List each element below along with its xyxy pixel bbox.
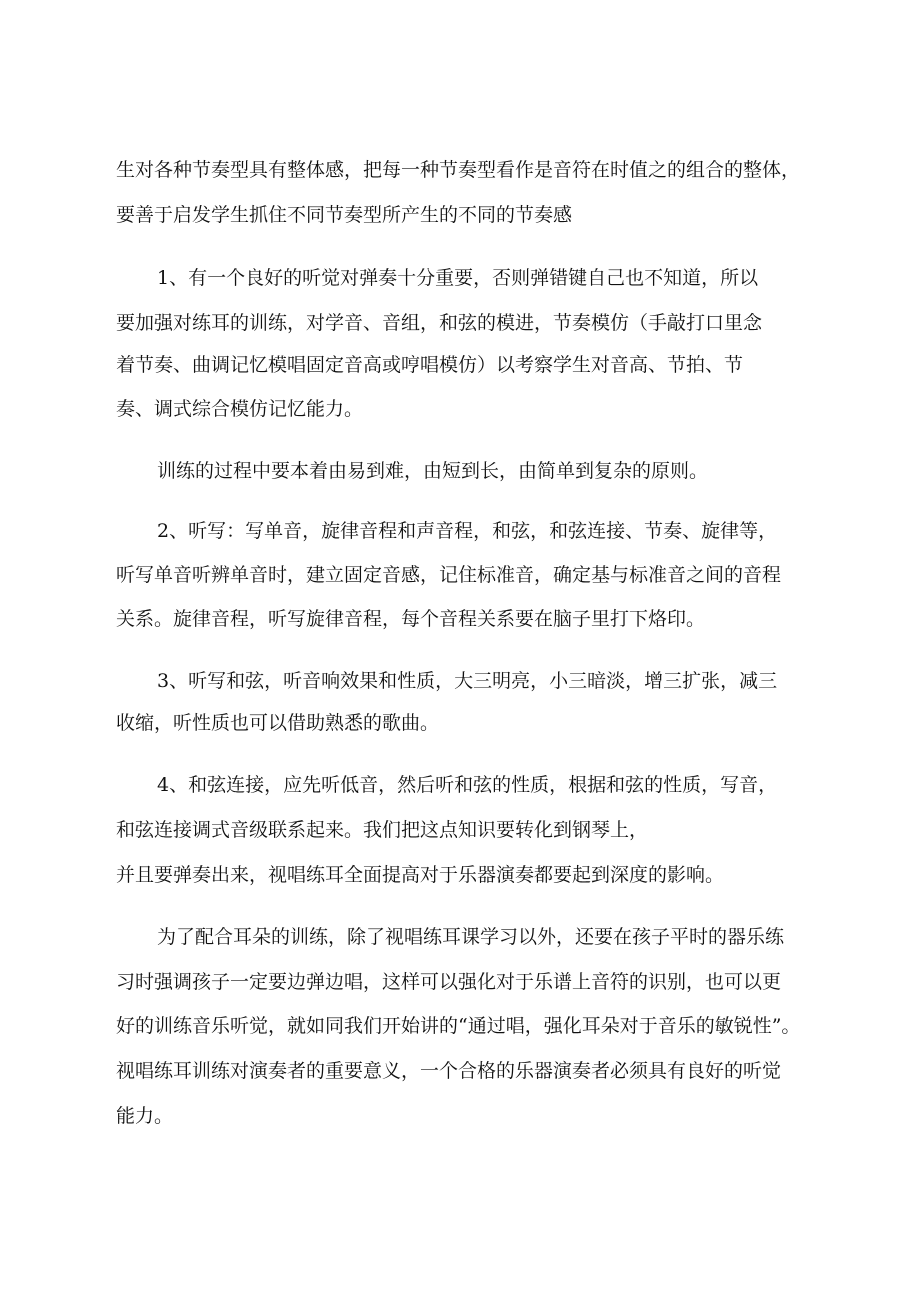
- item-1-line-3: 着节奏、曲调记忆模唱固定音高或哼唱模仿）以考察学生对音高、节拍、节: [116, 354, 744, 376]
- closing-line-4: 视唱练耳训练对演奏者的重要意义，一个合格的乐器演奏者必须具有良好的听觉: [116, 1060, 782, 1082]
- item-2-line-1: 2、听写：写单音，旋律音程和声音程，和弦，和弦连接、节奏、旋律等，: [157, 520, 778, 542]
- item-2-line-2: 听写单音听辨单音时，建立固定音感，记住标准音，确定基与标准音之间的音程: [116, 564, 782, 586]
- item-4-line-2: 和弦连接调式音级联系起来。我们把这点知识要转化到钢琴上，: [116, 819, 649, 841]
- closing-line-1: 为了配合耳朵的训练，除了视唱练耳课学习以外，还要在孩子平时的器乐练: [157, 926, 785, 948]
- intro-line-2: 要善于启发学生抓住不同节奏型所产生的不同的节奏感: [116, 204, 573, 226]
- item-1-line-4: 奏、调式综合模仿记忆能力。: [116, 398, 364, 420]
- item-1-line-1: 1、有一个良好的听觉对弹奏十分重要，否则弹错键自己也不知道，所以: [157, 267, 759, 289]
- intro-line-1: 生对各种节奏型具有整体感，把每一种节奏型看作是音符在时值之的组合的整体，: [116, 159, 801, 181]
- principle-line-1: 训练的过程中要本着由易到难，由短到长，由简单到复杂的原则。: [157, 460, 709, 482]
- item-2-line-3: 关系。旋律音程，听写旋律音程，每个音程关系要在脑子里打下烙印。: [116, 608, 706, 630]
- closing-line-5: 能力。: [116, 1105, 174, 1127]
- item-4-line-1: 4、和弦连接，应先听低音，然后听和弦的性质，根据和弦的性质，写音，: [157, 774, 778, 796]
- closing-line-2: 习时强调孩子一定要边弹边唱，这样可以强化对于乐谱上音符的识别，也可以更: [116, 971, 782, 993]
- closing-line-3: 好的训练音乐听觉，就如同我们开始讲的“通过唱，强化耳朵对于音乐的敏锐性”。: [116, 1015, 801, 1037]
- item-4-line-3: 并且要弹奏出来，视唱练耳全面提高对于乐器演奏都要起到深度的影响。: [116, 864, 725, 886]
- item-3-line-2: 收缩，听性质也可以借助熟悉的歌曲。: [116, 712, 440, 734]
- item-3-line-1: 3、听写和弦，听音响效果和性质，大三明亮，小三暗淡，增三扩张，减三: [157, 670, 778, 692]
- item-1-line-2: 要加强对练耳的训练，对学音、音组，和弦的模进，节奏模仿（手敲打口里念: [116, 312, 763, 334]
